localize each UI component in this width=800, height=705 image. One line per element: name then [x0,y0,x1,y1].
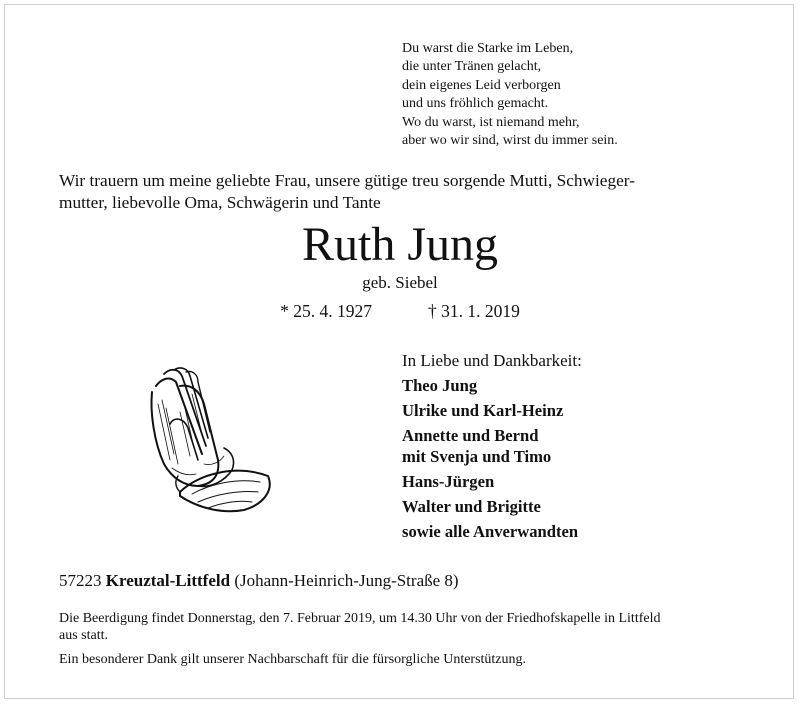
praying-hands-icon [140,364,282,514]
street: (Johann-Heinrich-Jung-Straße 8) [234,571,459,590]
deceased-name: Ruth Jung [301,218,499,271]
thanks-note: Ein besonderer Dank gilt unserer Nachbarschaft für die fürsorgliche Unterstützung. [59,652,527,667]
maiden-name: geb. Siebel [362,273,438,292]
life-dates [0,300,800,322]
poem [402,40,742,150]
address [59,570,741,592]
mourner-name: Ulrike und Karl-Heinz [402,401,564,420]
intro-text [59,170,741,214]
mourner-name: Hans-Jürgen [402,472,495,491]
poem-line: die unter Tränen gelacht, [402,59,542,75]
postal-code: 57223 [59,571,102,590]
poem-line: und uns fröhlich gemacht. [402,96,549,112]
mourner-name: Walter und Brigitte [402,497,541,516]
mourner-name: Annette und Bernd [402,426,539,445]
intro-line: mutter, liebevolle Oma, Schwägerin und Tante [59,193,381,212]
poem-line: Wo du warst, ist niemand mehr, [402,114,580,130]
mourners-heading: In Liebe und Dankbarkeit: [402,351,582,370]
city: Kreuztal-Littfeld [105,571,231,590]
intro-line: Wir trauern um meine geliebte Frau, unsere gütige treu sorgende Mutti, Schwieger- [59,171,635,190]
funeral-line: aus statt. [59,628,108,643]
poem-line: Du warst die Starke im Leben, [402,41,574,56]
mourners-block [402,348,742,546]
funeral-line: Die Beerdigung findet Donnerstag, den 7. Februar 2019, um 14.30 Uhr von der Friedhofskapelle in Littfeld [59,611,661,626]
death-date: † 31. 1. 2019 [428,301,520,321]
funeral-notice [59,610,741,644]
mourner-name: Theo Jung [402,376,478,395]
mourner-name: sowie alle Anverwandten [402,522,579,541]
poem-line: aber wo wir sind, wirst du immer sein. [402,133,618,149]
mourner-name: mit Svenja und Timo [402,447,552,466]
poem-line: dein eigenes Leid verborgen [402,77,561,93]
birth-date: * 25. 4. 1927 [280,301,372,321]
